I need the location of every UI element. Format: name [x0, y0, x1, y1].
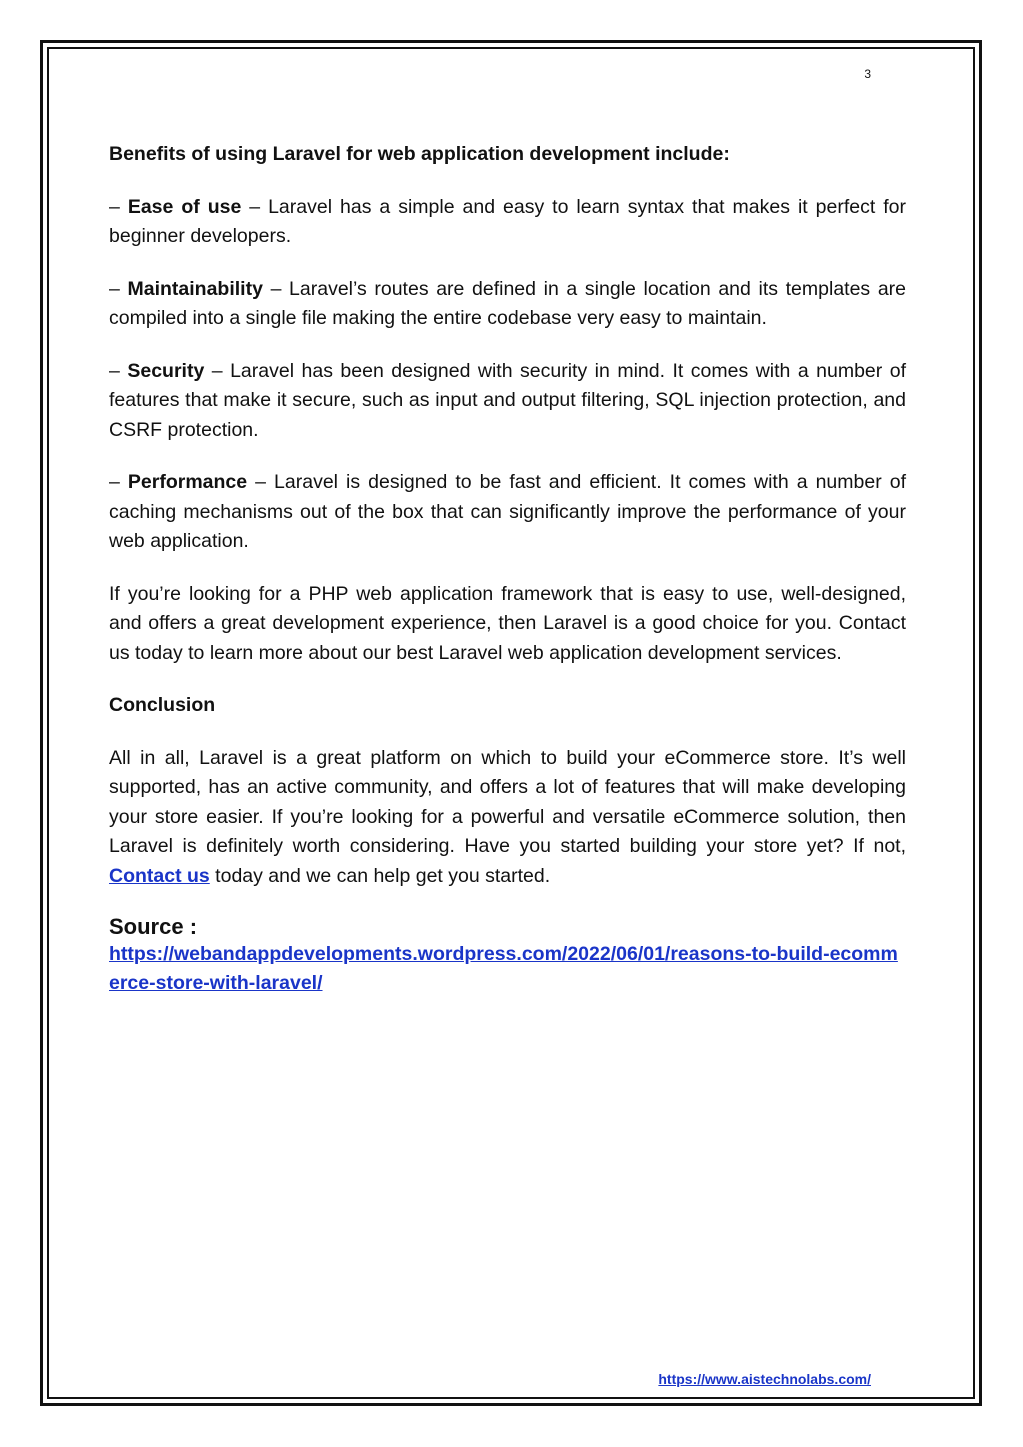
benefit-text: – Laravel has a simple and easy to learn syntax that makes it perfect for beginner developers. — [109, 195, 906, 247]
benefit-item-performance — [109, 468, 906, 557]
document-body — [109, 140, 906, 998]
benefit-text: – Laravel has been designed with security in mind. It comes with a number of features that make it secure, such as input and output filtering, SQL injection protection, and CSRF protection. — [109, 359, 907, 441]
benefit-term: Performance — [127, 471, 248, 493]
source-link[interactable]: https://webandappdevelopments.wordpress.com/2022/06/01/reasons-to-build-ecommerce-store-with-laravel/ — [109, 943, 898, 994]
list-dash: – — [109, 195, 120, 218]
source-label: Source : — [109, 914, 198, 939]
benefit-term: Ease of use — [127, 195, 242, 218]
benefit-term: Maintainability — [127, 277, 263, 300]
list-dash: – — [109, 359, 120, 382]
footer-website-link[interactable]: https://www.aistechnolabs.com/ — [658, 1371, 871, 1387]
benefit-item-maintainability — [109, 275, 906, 334]
list-dash: – — [109, 471, 120, 493]
conclusion-paragraph — [109, 744, 906, 892]
benefit-item-security — [109, 357, 906, 446]
benefit-term: Security — [127, 359, 205, 382]
conclusion-text-end: today and we can help get you started. — [209, 864, 551, 887]
benefit-item-ease-of-use — [109, 193, 906, 252]
page-number: 3 — [864, 67, 871, 81]
conclusion-text: All in all, Laravel is a great platform on which to build your eCommerce store. It’s well supported, has an active community, and offers a lot of features that will make developing your store easier. If you’re looking for a powerful and versatile eCommerce solution, then Laravel is definitely worth considering. Have you started building your store yet? If not, — [109, 746, 906, 857]
list-dash: – — [109, 277, 120, 300]
conclusion-heading: Conclusion — [109, 694, 216, 716]
benefit-text: – Laravel’s routes are defined in a single location and its templates are compiled into a single file making the entire codebase very easy to maintain. — [109, 277, 906, 329]
contact-us-link[interactable]: Contact us — [109, 864, 210, 887]
benefits-heading: Benefits of using Laravel for web application development include: — [109, 143, 730, 165]
page-border — [40, 40, 982, 1406]
cta-paragraph: If you’re looking for a PHP web application framework that is easy to use, well-designed, and offers a great development experience, then Laravel is a good choice for you. Contact us today to learn more about our best Laravel web application development services. — [109, 582, 906, 664]
benefit-text: – Laravel is designed to be fast and efficient. It comes with a number of caching mechanisms out of the box that can significantly improve the performance of your web application. — [109, 471, 906, 552]
